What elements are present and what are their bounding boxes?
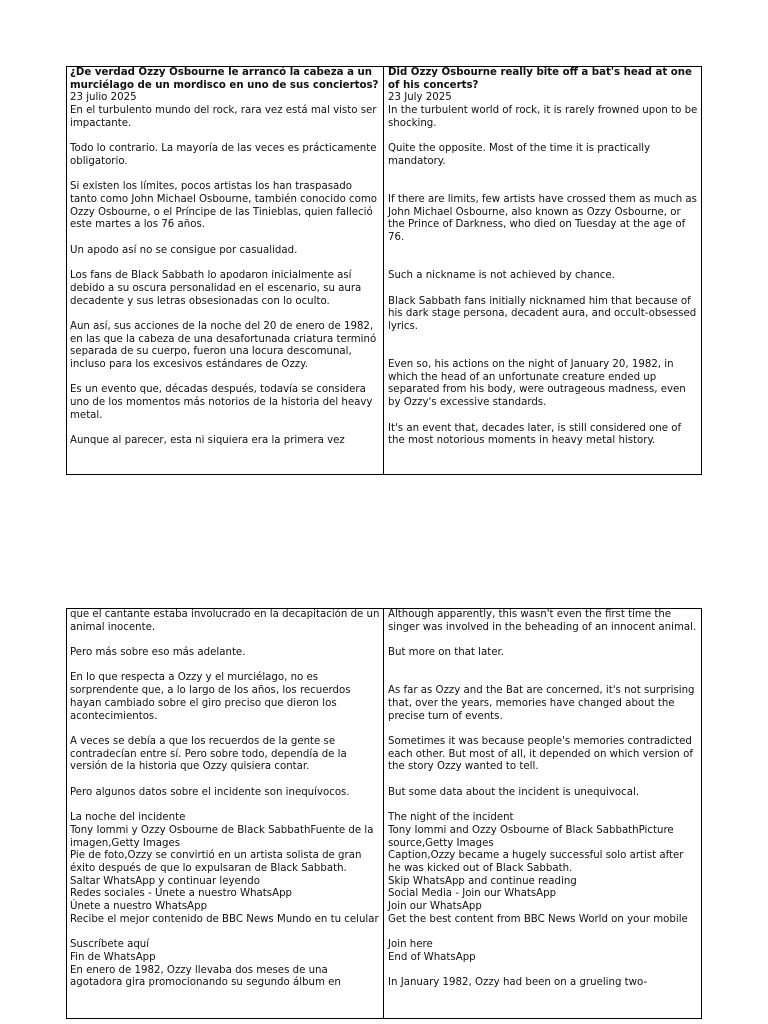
english-line: But some data about the incident is unequivocal. [388, 786, 640, 798]
spanish-para: Aun así, sus acciones de la noche del 20 de enero de 1982, en las que la cabeza de una desafortunada criatura terminó separada de su cuerpo, fueron una locura descomunal, incluso para los excesivos estándares de Ozzy. [70, 320, 377, 371]
spanish-line: Redes sociales - Únete a nuestro WhatsApp [70, 888, 293, 900]
english-para: In the turbulent world of rock, it is rarely frowned upon to be shocking. [388, 105, 698, 129]
english-line: Join here [388, 939, 433, 951]
english-line: As far as Ozzy and the Bat are concerned, it's not surprising that, over the years, memories have changed about the precise turn of events. [388, 685, 695, 722]
english-line: Caption,Ozzy became a hugely successful solo artist after he was kicked out of Black Sabbath. [388, 850, 684, 874]
spanish-line: En enero de 1982, Ozzy llevaba dos meses de una agotadora gira promocionando su segundo álbum en [70, 964, 341, 989]
spanish-para: Un apodo así no se consigue por casualidad. [70, 244, 298, 256]
english-line [388, 774, 699, 787]
spanish-line: Pie de foto,Ozzy se convirtió en un artista solista de gran éxito después de que lo expulsaran de Black Sabbath. [70, 850, 362, 874]
english-line: Although apparently, this wasn't even the first time the singer was involved in the beheading of an innocent animal. [388, 609, 697, 633]
english-column-bottom [384, 609, 701, 1018]
english-para: If there are limits, few artists have crossed them as much as John Michael Osbourne, also known as Ozzy Osbourne, or the Prince of Darkness, who died on Tuesday at the age of 76. [388, 193, 697, 244]
article-table-top [66, 66, 702, 475]
english-line: The night of the incident [388, 812, 514, 824]
spanish-line [70, 799, 381, 812]
article-table-bottom [66, 608, 702, 1019]
spanish-line: La noche del incidente [70, 812, 186, 824]
english-para: Black Sabbath fans initially nicknamed him that because of his dark stage persona, decadent aura, and occult-obsessed lyrics. [388, 295, 697, 332]
english-line [388, 965, 699, 978]
spanish-para: Aunque al parecer, esta ni siquiera era la primera vez [70, 435, 345, 447]
spanish-line: En lo que respecta a Ozzy y el murciélago, no es sorprendente que, a lo largo de los años, los recuerdos hayan cambiado sobre el giro preciso que dieron los acontecimientos. [70, 672, 351, 722]
english-line: Join our WhatsApp [388, 901, 482, 913]
spanish-line: Tony Iommi y Ozzy Osbourne de Black SabbathFuente de la imagen,Getty Images [70, 824, 374, 849]
spanish-line: Pero más sobre eso más adelante. [70, 647, 246, 659]
spanish-line: Fin de WhatsApp [70, 951, 156, 963]
spanish-column-top [67, 67, 384, 474]
spanish-title: ¿De verdad Ozzy Osbourne le arrancó la cabeza a un murciélago de un mordisco en uno de sus conciertos? [70, 67, 379, 91]
spanish-line [70, 927, 381, 940]
spanish-line: que el cantante estaba involucrado en la decapitación de un animal inocente. [70, 609, 380, 633]
spanish-para: Es un evento que, décadas después, todavía se considera uno de los momentos más notorios de la historia del heavy metal. [70, 384, 373, 421]
spanish-line [70, 634, 381, 647]
spanish-date: 23 julio 2025 [70, 92, 137, 104]
english-line: But more on that later. [388, 647, 504, 659]
spanish-para: En el turbulento mundo del rock, rara vez está mal visto ser impactante. [70, 105, 377, 129]
english-para: It's an event that, decades later, is still considered one of the most notorious moments in heavy metal history. [388, 422, 682, 447]
english-line: Tony Iommi and Ozzy Osbourne of Black SabbathPicture source,Getty Images [388, 824, 674, 849]
english-line [388, 926, 699, 939]
english-line [388, 723, 699, 736]
spanish-line: A veces se debía a que los recuerdos de la gente se contradecían entre sí. Pero sobre todo, dependía de la versión de la historia que Ozzy quisiera contar. [70, 735, 347, 773]
english-line [388, 660, 699, 673]
english-para: Quite the opposite. Most of the time it is practically mandatory. [388, 143, 651, 167]
english-column-top [384, 67, 701, 474]
english-line: Sometimes it was because people's memories contradicted each other. But most of all, it depended on which version of the story Ozzy wanted to tell. [388, 735, 693, 773]
english-line: In January 1982, Ozzy had been on a grueling two- [388, 977, 648, 989]
english-para: Such a nickname is not achieved by chance. [388, 270, 615, 282]
spanish-column-bottom [67, 609, 384, 1018]
spanish-para: Todo lo contrario. La mayoría de las veces es prácticamente obligatorio. [70, 143, 377, 167]
spanish-line: Pero algunos datos sobre el incidente son inequívocos. [70, 786, 350, 798]
english-line [388, 634, 699, 647]
spanish-line: Suscríbete aquí [70, 939, 150, 951]
spanish-line [70, 774, 381, 787]
spanish-para: Los fans de Black Sabbath lo apodaron inicialmente así debido a su oscura personalidad en el escenario, su aura decadente y sus letras obsesionadas con lo oculto. [70, 270, 362, 307]
spanish-line: Únete a nuestro WhatsApp [70, 901, 208, 913]
spanish-line: Saltar WhatsApp y continuar leyendo [70, 875, 260, 887]
english-line: Social Media - Join our WhatsApp [388, 888, 557, 900]
english-date: 23 July 2025 [388, 92, 452, 104]
english-para: Even so, his actions on the night of January 20, 1982, in which the head of an unfortunate creature ended up separated from his body, were outrageous madness, even by Ozzy's excessive standards. [388, 359, 686, 409]
english-line: Get the best content from BBC News World on your mobile [388, 913, 688, 925]
english-title: Did Ozzy Osbourne really bite off a bat's head at one of his concerts? [388, 67, 692, 91]
spanish-para: Si existen los límites, pocos artistas los han traspasado tanto como John Michael Osbourne, también conocido como Ozzy Osbourne, o el Príncipe de las Tinieblas, quien falleció este martes a los 76 años. [70, 181, 378, 231]
spanish-line [70, 723, 381, 736]
spanish-line [70, 660, 381, 673]
english-line: Skip WhatsApp and continue reading [388, 875, 577, 887]
english-line [388, 799, 699, 812]
spanish-line: Recibe el mejor contenido de BBC News Mundo en tu celular [70, 913, 379, 925]
english-line [388, 672, 699, 685]
english-line: End of WhatsApp [388, 951, 476, 963]
